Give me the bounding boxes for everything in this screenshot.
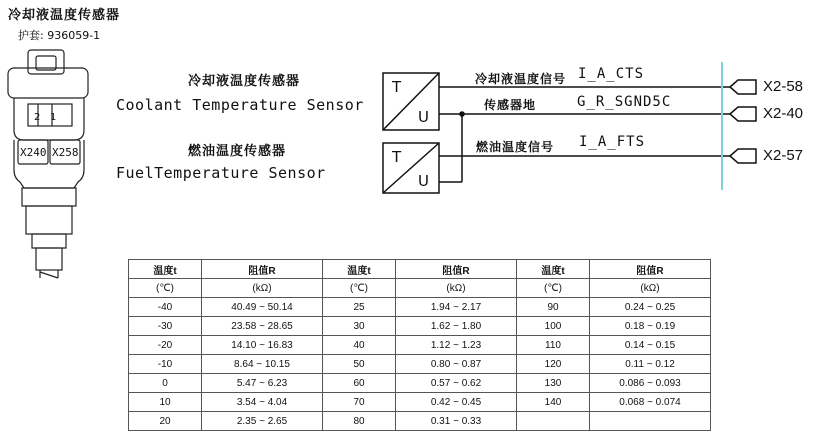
- fuel-sensor-label-en: FuelTemperature Sensor: [116, 164, 326, 182]
- unit-resistance-1: (kΩ): [202, 279, 323, 298]
- table-cell: 3.54 ~ 4.04: [202, 393, 323, 412]
- table-header-row: [129, 260, 711, 279]
- table-cell: 0.086 ~ 0.093: [590, 374, 711, 393]
- signal-fts-label-zh: 燃油温度信号: [476, 140, 555, 154]
- pin-label-x2-58: X2-58: [763, 78, 804, 95]
- table-cell: 0.80 ~ 0.87: [396, 355, 517, 374]
- header-resistance-3: 阻值R: [590, 260, 711, 279]
- table-row: [129, 374, 711, 393]
- table-cell: -40: [129, 298, 202, 317]
- signal-fts-code: I_A_FTS: [579, 134, 646, 150]
- junction-dot: [459, 111, 465, 117]
- table-cell: [590, 412, 711, 431]
- table-cell: 140: [517, 393, 590, 412]
- table-cell: 8.64 ~ 10.15: [202, 355, 323, 374]
- connector-tag-x240: X240: [20, 146, 47, 159]
- table-cell: 1.94 ~ 2.17: [396, 298, 517, 317]
- table-cell: 23.58 ~ 28.65: [202, 317, 323, 336]
- table-cell: 120: [517, 355, 590, 374]
- signal-cts-code: I_A_CTS: [578, 66, 645, 82]
- table-row: [129, 393, 711, 412]
- table-cell: 80: [323, 412, 396, 431]
- table-cell: 100: [517, 317, 590, 336]
- part-number: 护套: 936059-1: [18, 29, 101, 42]
- header-resistance-2: 阻值R: [396, 260, 517, 279]
- header-resistance-1: 阻值R: [202, 260, 323, 279]
- table-row: [129, 412, 711, 431]
- table-cell: 40.49 ~ 50.14: [202, 298, 323, 317]
- table-cell: 130: [517, 374, 590, 393]
- table-cell: 30: [323, 317, 396, 336]
- pin-terminal-x2-40: [730, 107, 756, 121]
- pin-label-x2-40: X2-40: [763, 105, 804, 122]
- pin-terminal-x2-57: [730, 149, 756, 163]
- table-cell: 110: [517, 336, 590, 355]
- table-cell: -20: [129, 336, 202, 355]
- unit-resistance-2: (kΩ): [396, 279, 517, 298]
- pin-terminal-x2-58: [730, 80, 756, 94]
- coolant-sensor-label-en: Coolant Temperature Sensor: [116, 96, 364, 114]
- unit-temp-2: (℃): [323, 279, 396, 298]
- table-cell: 0.31 ~ 0.33: [396, 412, 517, 431]
- table-cell: -10: [129, 355, 202, 374]
- table-unit-row: [129, 279, 711, 298]
- connector-tag-x258: X258: [52, 146, 79, 159]
- fuel-box-t: T: [392, 148, 402, 166]
- fuel-sensor-label-zh: 燃油温度传感器: [188, 144, 287, 159]
- table-cell: 5.47 ~ 6.23: [202, 374, 323, 393]
- signal-cts-label-zh: 冷却液温度信号: [475, 72, 567, 86]
- unit-temp-3: (℃): [517, 279, 590, 298]
- table-row: [129, 336, 711, 355]
- header-temp-1: 温度t: [129, 260, 202, 279]
- table-cell: 0.18 ~ 0.19: [590, 317, 711, 336]
- table-cell: 50: [323, 355, 396, 374]
- coolant-box-u: U: [418, 108, 429, 126]
- connector-pin-1: 1: [50, 112, 57, 123]
- unit-temp-1: (℃): [129, 279, 202, 298]
- header-temp-2: 温度t: [323, 260, 396, 279]
- signal-sgnd-label-zh: 传感器地: [484, 98, 537, 112]
- table-cell: 2.35 ~ 2.65: [202, 412, 323, 431]
- table-cell: 1.12 ~ 1.23: [396, 336, 517, 355]
- pin-label-x2-57: X2-57: [763, 147, 804, 164]
- fuel-box-u: U: [418, 172, 429, 190]
- table-cell: 1.62 ~ 1.80: [396, 317, 517, 336]
- signal-sgnd-code: G_R_SGND5C: [577, 94, 672, 110]
- table-cell: 0: [129, 374, 202, 393]
- table-cell: -30: [129, 317, 202, 336]
- connector-pin-2: 2: [34, 112, 41, 123]
- table-cell: 0.14 ~ 0.15: [590, 336, 711, 355]
- unit-resistance-3: (kΩ): [590, 279, 711, 298]
- table-cell: 0.57 ~ 0.62: [396, 374, 517, 393]
- table-cell: 60: [323, 374, 396, 393]
- table-cell: 20: [129, 412, 202, 431]
- table-row: [129, 317, 711, 336]
- table-cell: 0.24 ~ 0.25: [590, 298, 711, 317]
- table-cell: 40: [323, 336, 396, 355]
- table-cell: 25: [323, 298, 396, 317]
- table-row: [129, 298, 711, 317]
- table-cell: 90: [517, 298, 590, 317]
- table-row: [129, 355, 711, 374]
- table-cell: [517, 412, 590, 431]
- sensor-title: 冷却液温度传感器: [8, 8, 121, 23]
- coolant-sensor-label-zh: 冷却液温度传感器: [188, 74, 301, 89]
- table-cell: 0.42 ~ 0.45: [396, 393, 517, 412]
- table-cell: 10: [129, 393, 202, 412]
- coolant-box-t: T: [392, 78, 402, 96]
- table-cell: 0.068 ~ 0.074: [590, 393, 711, 412]
- header-temp-3: 温度t: [517, 260, 590, 279]
- table-cell: 70: [323, 393, 396, 412]
- table-cell: 14.10 ~ 16.83: [202, 336, 323, 355]
- table-cell: 0.11 ~ 0.12: [590, 355, 711, 374]
- resistance-table: [128, 259, 711, 431]
